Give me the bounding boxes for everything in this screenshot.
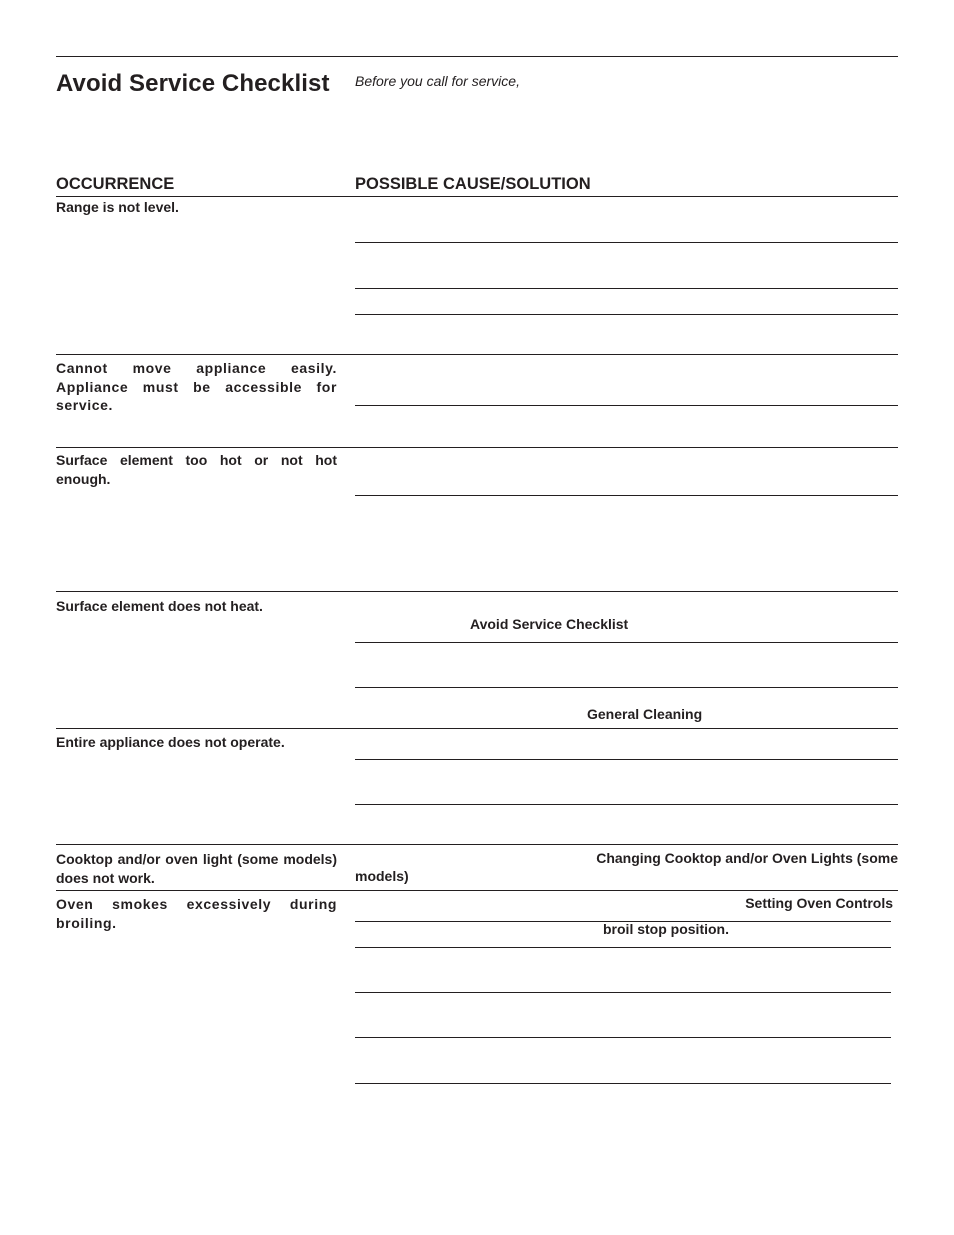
ref-setting-oven-controls: Setting Oven Controls xyxy=(745,895,893,911)
ref-broil-stop-position: broil stop position. xyxy=(603,921,729,937)
page-title: Avoid Service Checklist xyxy=(56,70,330,97)
solution-rule xyxy=(355,642,898,643)
occurrence-light-not-working: Cooktop and/or oven light (some models) does not work. xyxy=(56,851,337,886)
occurrence-oven-smokes: Oven smokes excessively during broiling. xyxy=(56,896,337,931)
solution-rule xyxy=(355,804,898,805)
solution-rule xyxy=(355,992,891,993)
row-divider xyxy=(56,728,898,729)
row-divider xyxy=(56,447,898,448)
solution-rule xyxy=(355,687,898,688)
solution-rule xyxy=(355,1037,891,1038)
intro-text: Before you call for service, xyxy=(355,73,520,89)
occurrence-surface-element-no-heat: Surface element does not heat. xyxy=(56,598,263,614)
ref-avoid-service-checklist: Avoid Service Checklist xyxy=(470,616,629,632)
header-rule xyxy=(56,196,898,197)
occurrence-column-header: OCCURRENCE xyxy=(56,175,175,193)
ref-changing-lights: Changing Cooktop and/or Oven Lights (some xyxy=(596,850,898,866)
solution-rule xyxy=(355,759,898,760)
solution-rule xyxy=(355,947,891,948)
top-rule xyxy=(56,56,898,57)
solution-column-header: POSSIBLE CAUSE/SOLUTION xyxy=(355,175,591,193)
occurrence-cannot-move-appliance: Cannot move appliance easily. Appliance must be accessible for service. xyxy=(56,360,337,413)
solution-rule xyxy=(355,405,898,406)
occurrence-range-not-level: Range is not level. xyxy=(56,199,179,215)
occurrence-surface-element-temperature: Surface element too hot or not hot enough. xyxy=(56,452,337,487)
solution-rule xyxy=(355,288,898,289)
solution-rule xyxy=(355,1083,891,1084)
ref-changing-lights-cont: models) xyxy=(355,868,409,884)
solution-rule xyxy=(355,314,898,315)
row-divider xyxy=(56,354,898,355)
row-divider xyxy=(56,844,898,845)
row-divider xyxy=(56,890,898,891)
solution-rule xyxy=(355,495,898,496)
row-divider xyxy=(56,591,898,592)
ref-general-cleaning: General Cleaning xyxy=(587,706,703,722)
occurrence-appliance-not-operating: Entire appliance does not operate. xyxy=(56,734,285,750)
solution-rule xyxy=(355,242,898,243)
